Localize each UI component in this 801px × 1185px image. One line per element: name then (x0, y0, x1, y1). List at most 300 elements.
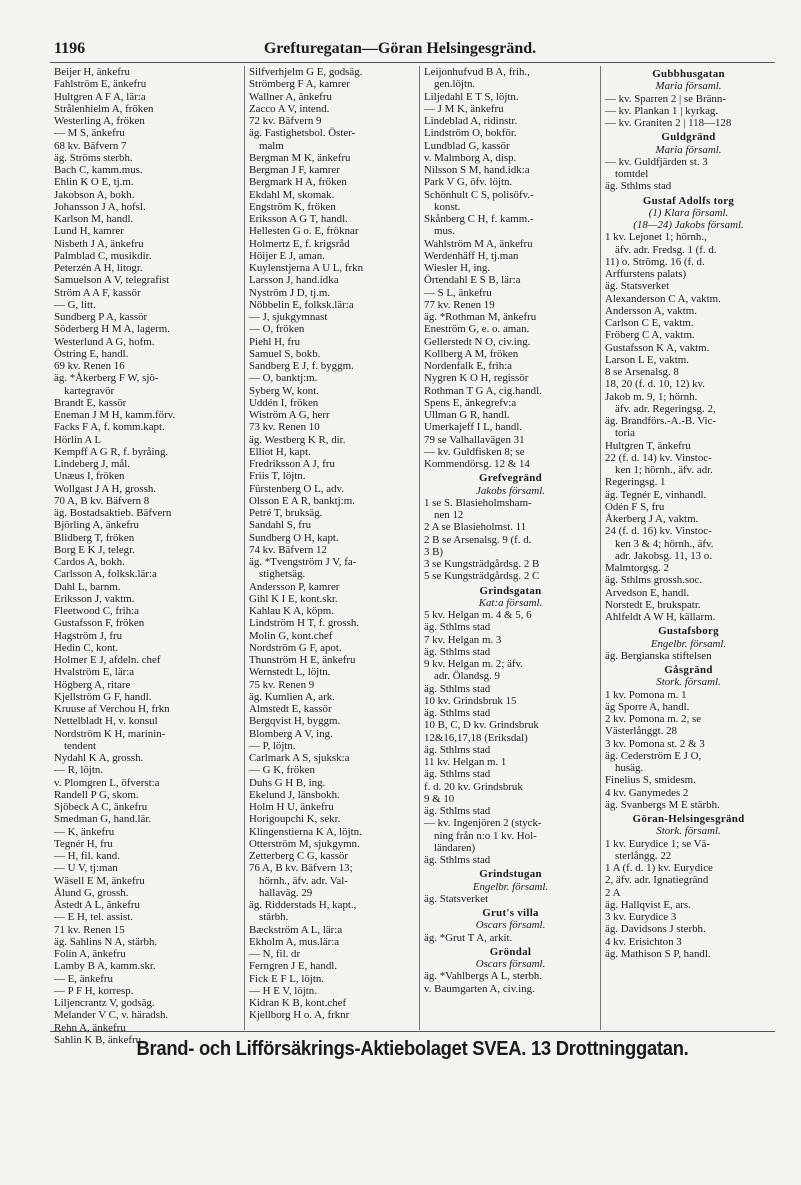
street-heading: Grindsgatan (479, 584, 542, 597)
directory-line: äg. Cederström E J O, (605, 749, 702, 762)
directory-line: Dahl L, barnm. (54, 580, 121, 593)
directory-line: Åstedt A L, änkefru (54, 899, 140, 911)
directory-line: Sundberg O H, kapt. (249, 531, 339, 544)
directory-line: Lindström H T, f. grossh. (249, 617, 360, 630)
directory-line: Otterström M, sjukgymn. (249, 837, 360, 850)
directory-line: Lindström O, bokför. (424, 127, 517, 140)
parish-subheading: (1) Klara församl. (648, 206, 729, 219)
directory-line: — N, fil. dr (249, 948, 301, 960)
directory-line: Smedman G, hand.lär. (54, 813, 152, 826)
bottom-rule (50, 1031, 775, 1032)
directory-line: Rehn A, änkefru (54, 1021, 126, 1034)
directory-line: ländaren) (434, 841, 476, 854)
directory-line: Hultgren T, änkefru (605, 439, 691, 452)
directory-line: Gustafsson K A, vaktm. (605, 341, 710, 354)
directory-line: 5 kv. Helgan m. 4 & 5, 6 (424, 609, 532, 621)
directory-column-1 (50, 66, 245, 1046)
directory-line: Blomberg A V, ing. (249, 727, 333, 740)
directory-line: — P F H, korresp. (54, 984, 134, 997)
directory-line: mus. (434, 225, 455, 238)
street-heading: Grut's villa (482, 907, 539, 919)
directory-line: äg. Sthlms stad (605, 180, 672, 193)
directory-line: Umerkajeff I L, handl. (424, 421, 523, 434)
directory-line: — kv. Guldfjärden st. 3 (605, 155, 708, 168)
directory-line: — G K, fröken (249, 764, 315, 777)
directory-line: äg. Sthlms stad (424, 768, 491, 781)
directory-line: 68 kv. Bäfvern 7 (54, 139, 127, 152)
directory-columns (50, 66, 775, 1046)
directory-line: Silfverhjelm G E, godsäg. (249, 66, 363, 78)
directory-line: Andersson A, vaktm. (605, 304, 697, 317)
directory-line: — K, änkefru (54, 825, 115, 838)
directory-line: malm (259, 139, 284, 152)
directory-line: äg. Sthlms stad (424, 743, 491, 756)
directory-line: Palmblad C, musikdir. (54, 249, 152, 262)
parish-subheading: Engelbr. församl. (650, 637, 727, 650)
directory-line: Folin A, änkefru (54, 948, 126, 960)
directory-line: Gihl K I E, kont.skr. (249, 592, 338, 605)
directory-line: Finelius S, smidesm. (605, 774, 696, 787)
directory-line: Duhs G H B, ing. (249, 776, 326, 789)
directory-line: äg. *Grut T A, arkit. (424, 931, 513, 944)
directory-line: — kv. Guldfisken 8; se (424, 445, 525, 458)
directory-line: Sundberg P A, kassör (54, 311, 148, 323)
directory-line: Söderberg H M A, lagerm. (54, 323, 170, 336)
directory-line: 4 kv. Erisichton 3 (605, 935, 682, 948)
directory-line: äg. Sthlms stad (424, 682, 491, 695)
directory-line: toria (615, 427, 635, 440)
directory-line: Ekelund J, länsbokh. (249, 788, 340, 801)
directory-line: äfv. adr. Regeringsg. 2, (615, 402, 716, 415)
directory-line: äg. Westberg K R, dir. (249, 433, 346, 446)
directory-line: — J M K, änkefru (424, 102, 504, 115)
directory-line: Unæus I, fröken (54, 470, 125, 483)
parish-subheading: Maria församl. (655, 80, 722, 93)
directory-line: gen.löjtn. (434, 78, 476, 91)
street-heading: Grefvegränd (479, 472, 542, 485)
directory-line: äg. Statsverket (605, 280, 670, 293)
directory-line: adr. Jakobsg. 11, 13 o. (615, 549, 712, 562)
directory-line: 1 A (f. d. 1) kv. Eurydice (605, 862, 713, 874)
directory-line: Kjellström G F, handl. (54, 690, 152, 703)
directory-line: Melander V C, v. häradsh. (54, 1009, 169, 1022)
parish-subheading: Stork. församl. (656, 825, 721, 838)
directory-line: Carlson C E, vaktm. (605, 317, 694, 329)
directory-line: äg. Bostadsaktieb. Bäfvern (54, 507, 172, 519)
parish-subheading: Engelbr. församl. (472, 880, 549, 893)
directory-line: Kommendörsg. 12 & 14 (424, 458, 530, 470)
directory-line: Fürstenberg O L, adv. (249, 482, 344, 495)
directory-line: konst. (434, 200, 461, 213)
directory-line: Randell P G, skom. (54, 788, 139, 801)
directory-line: Högberg A, ritare (54, 678, 131, 691)
directory-line: äg. Sahlins N A, stärbh. (54, 935, 158, 948)
directory-line: Nydahl K A, grossh. (54, 752, 144, 764)
directory-line: Arvedson E, handl. (605, 586, 690, 599)
directory-line: — kv. Plankan 1 | kyrkag. (605, 104, 719, 117)
directory-line: tomtdel (615, 168, 649, 180)
directory-line: Molin G, kont.chef (249, 629, 333, 642)
directory-line: Bach C, kamm.mus. (54, 164, 143, 176)
directory-line: Spens E, änkegrefv:a (424, 396, 517, 409)
directory-line: Olsson E A R, banktj:m. (249, 494, 355, 507)
directory-line: Brandt E, kassör (54, 396, 127, 409)
directory-line: Fröberg C A, vaktm. (605, 329, 695, 342)
directory-line: Regeringsg. 1 (605, 476, 666, 489)
directory-line: äg. Sthlms stad (424, 854, 491, 866)
directory-line: Wäsell E M, änkefru (54, 874, 145, 887)
directory-line: 72 kv. Bäfvern 9 (249, 115, 322, 127)
directory-line: Fredriksson A J, fru (249, 458, 335, 470)
directory-line: 9 kv. Helgan m. 2; äfv. (424, 658, 523, 670)
directory-line: Sahlin K B, änkefru (54, 1033, 142, 1046)
directory-line: 12&16,17,18 (Eriksdal) (424, 731, 528, 744)
directory-line: 2 A se Blasieholmst. 11 (424, 521, 527, 534)
directory-line: 10 kv. Grindsbruk 15 (424, 694, 517, 707)
directory-line: Liljedahl E T S, löjtn. (424, 90, 519, 103)
directory-line: hallaväg. 29 (259, 886, 313, 899)
directory-line: Piehl H, fru (249, 335, 301, 348)
directory-line: äg. Sthlms stad (424, 645, 491, 658)
directory-line: — S L, änkefru (424, 286, 492, 299)
directory-line: nen 12 (434, 509, 464, 521)
directory-line: ken 3 & 4; hörnh., äfv. (615, 537, 714, 550)
directory-line: — kv. Sparren 2 | se Bränn- (605, 92, 726, 105)
directory-line: äg. Hallqvist E, ars. (605, 898, 691, 911)
directory-line: Wiesler H, ing. (424, 262, 491, 274)
directory-line: Nisbeth J A, änkefru (54, 237, 144, 250)
directory-line: äg. Brandförs.-A.-B. Vic- (605, 415, 717, 427)
directory-line: Facks F A, f. komm.kapt. (54, 421, 165, 434)
parish-subheading: Oscars församl. (475, 958, 546, 970)
directory-line: v. Plomgren L, öfverst:a (54, 776, 160, 789)
directory-line: Eriksson A G T, handl. (249, 213, 348, 225)
directory-line: Fahlström E, änkefru (54, 78, 147, 91)
directory-line: Hvalström E, lär:a (54, 666, 135, 679)
directory-line: v. Baumgarten A, civ.ing. (424, 982, 535, 995)
directory-line: Lindeblad A, ridinstr. (424, 115, 518, 127)
directory-line: Nyström J D, tj.m. (249, 286, 331, 299)
footer-advertisement: Brand- och Lifförsäkrings-Aktiebolaget SVEA. 13 Drottninggatan. (136, 1038, 689, 1060)
directory-line: Kruuse af Verchou H, frkn (54, 703, 170, 715)
directory-line: Holm H U, änkefru (249, 801, 334, 813)
directory-line: 2 kv. Pomona m. 2, se (605, 713, 702, 725)
directory-line: — P, löjtn. (249, 739, 296, 752)
directory-line: Gustafsson F, fröken (54, 617, 145, 630)
directory-line: — R, löjtn. (54, 764, 104, 777)
directory-line: Höijer E J, aman. (249, 249, 325, 262)
directory-line: äg. Bergianska stiftelsen (605, 649, 712, 662)
directory-line: 11) o. Strömg. 16 (f. d. (605, 255, 705, 268)
directory-line: Norstedt E, brukspatr. (605, 598, 701, 611)
directory-line: Östring E, handl. (54, 347, 129, 360)
directory-line: — H, fil. kand. (54, 850, 120, 862)
directory-line: Almstedt E, kassör (249, 703, 332, 715)
directory-line: äg. Mathison S P, handl. (605, 947, 711, 960)
directory-line: ken 1; hörnh., äfv. adr. (615, 464, 713, 476)
directory-line: Schönhult C S, polisöfv.- (424, 188, 534, 201)
directory-line: Sandahl S, fru (249, 519, 312, 532)
directory-line: — U V, tj:man (54, 862, 118, 875)
directory-line: Wernstedt L, löjtn. (249, 666, 331, 679)
directory-line: 75 kv. Renen 9 (249, 678, 315, 691)
directory-line: Tegnér H, fru (54, 837, 113, 850)
directory-line: stighetsäg. (259, 568, 306, 581)
directory-line: Arffurstens palats) (605, 268, 687, 280)
directory-line: äg. Ridderstads H, kapt., (249, 899, 357, 911)
directory-line: 70 A, B kv. Bäfvern 8 (54, 494, 150, 507)
directory-line: Cardos A, bokh. (54, 556, 125, 568)
directory-line: 77 kv. Renen 19 (424, 298, 495, 311)
directory-line: 2 A (605, 886, 621, 899)
directory-line: Nordenfalk E, frih:a (424, 360, 512, 372)
directory-line: — M S, änkefru (54, 127, 125, 140)
directory-line: äg. Ströms sterbh. (54, 151, 133, 164)
directory-line: Jakob m. 9, 1; hörnh. (605, 390, 698, 403)
directory-line: Wollgast J A H, grossh. (54, 482, 156, 495)
directory-line: Hörlin A L (54, 433, 102, 446)
directory-line: — O, fröken (249, 323, 305, 336)
directory-line: Strålenhielm A, fröken (54, 102, 154, 115)
directory-line: — kv. Ingenjören 2 (styck- (424, 817, 542, 830)
directory-line: — G, litt. (54, 298, 96, 311)
directory-line: Uddén I, fröken (249, 396, 319, 409)
directory-line: Zacco A V, intend. (249, 102, 330, 115)
directory-line: Wahlström M A, änkefru (424, 237, 533, 250)
street-heading: Guldgränd (661, 131, 716, 144)
directory-line: äg. *Tvengström J V, fa- (249, 556, 357, 568)
directory-line: Syberg W, kont. (249, 384, 319, 397)
directory-line: — O, banktj:m. (249, 372, 318, 385)
directory-line: Ferngren J E, handl. (249, 960, 338, 973)
directory-line: kartegravör (64, 384, 115, 397)
directory-line: 9 & 10 (424, 792, 455, 805)
directory-line: 1 kv. Pomona m. 1 (605, 688, 687, 701)
directory-line: Ullman G R, handl. (424, 409, 510, 421)
directory-line: Leijonhufvud B A, frih., (424, 66, 530, 78)
directory-line: Park V G, öfv. löjtn. (424, 176, 513, 189)
directory-line: äg. Svanbergs M E stärbh. (605, 798, 720, 811)
parish-subheading: Oscars församl. (475, 919, 546, 932)
directory-line: — H E V, löjtn. (249, 984, 317, 997)
directory-line: Hedin C, kont. (54, 641, 119, 654)
directory-column-4 (601, 66, 775, 1030)
directory-column-2 (245, 66, 420, 1030)
directory-line: Nilsson S M, hand.idk:a (424, 164, 530, 176)
directory-line: Kidran K B, kont.chef (249, 997, 347, 1009)
directory-line: 3 kv. Eurydice 3 (605, 911, 677, 923)
directory-line: sterlångg. 22 (615, 849, 672, 862)
directory-line: Nordström G F, apot. (249, 641, 342, 654)
directory-line: 1 kv. Lejonet 1; hörnh., (605, 231, 707, 244)
directory-line: Horigoupchi K, sekr. (249, 813, 341, 826)
directory-line: Lundblad G, kassör (424, 139, 510, 152)
top-rule (50, 62, 775, 63)
directory-line: Örtendahl E S B, lär:a (424, 274, 521, 287)
directory-line: Holmertz E, f. krigsråd (249, 237, 350, 250)
directory-line: Ehlin K O E, tj.m. (54, 176, 134, 189)
directory-line: ning från n:o 1 kv. Hol- (434, 829, 537, 842)
street-heading: Gåsgränd (664, 664, 713, 676)
directory-line: Petré T, bruksäg. (249, 507, 323, 519)
parish-subheading: Stork. församl. (656, 676, 721, 689)
directory-line: Lamby B A, kamm.skr. (54, 960, 156, 973)
directory-line: Carlmark A S, sjuksk:a (249, 752, 350, 764)
directory-line: Björling A, änkefru (54, 519, 139, 532)
directory-line: Werdenhäff H, tj.man (424, 249, 519, 262)
street-heading: Gubbhusgatan (652, 68, 725, 80)
directory-line: Carlsson A, folksk.lär:a (54, 568, 157, 581)
directory-line: äfv. adr. Fredsg. 1 (f. d. (615, 243, 717, 256)
directory-line: äg. Tegnér E, vinhandl. (605, 488, 707, 501)
directory-line: Larsson J, hand.idka (249, 274, 339, 287)
directory-line: stärbh. (259, 911, 289, 924)
directory-line: Alexanderson C A, vaktm. (605, 292, 721, 305)
directory-line: Ekholm A, mus.lär:a (249, 935, 340, 948)
directory-line: Holmer E J, afdeln. chef (54, 654, 161, 666)
directory-line: 4 kv. Ganymedes 2 (605, 786, 689, 799)
directory-line: äg. Kumlien A, ark. (249, 690, 335, 703)
directory-line: Hultgren A F A, lär:a (54, 90, 146, 103)
directory-line: 74 kv. Bäfvern 12 (249, 543, 327, 556)
directory-line: Ekdahl M, skomak. (249, 188, 335, 201)
directory-line: 7 kv. Helgan m. 3 (424, 633, 502, 646)
running-head: Grefturegatan—Göran Helsingesgränd. (263, 40, 537, 57)
directory-line: Gellerstedt N O, civ.ing. (424, 335, 531, 348)
directory-line: tendent (64, 739, 97, 752)
directory-line: Wiström A G, herr (249, 409, 330, 421)
directory-line: äg. Statsverket (424, 892, 489, 905)
directory-line: äg. Sthlms grossh.soc. (605, 574, 703, 587)
directory-line: 1 kv. Eurydice 1; se Vä- (605, 837, 710, 850)
directory-line: Strömberg F A, kamrer (249, 78, 350, 91)
directory-line: Lindeberg J, mål. (54, 458, 131, 470)
directory-line: äg. *Rothman M, änkefru (424, 311, 537, 323)
directory-line: Elliot H, kapt. (249, 445, 311, 458)
directory-line: 2, äfv. adr. Ignatiegränd (605, 874, 709, 887)
directory-line: — kv. Graniten 2 | 118—128 (605, 117, 732, 129)
directory-line: 3 se Kungsträdgårdsg. 2 B (424, 558, 540, 570)
directory-line: Karlson M, handl. (54, 213, 134, 225)
parish-subheading: Jakobs församl. (476, 484, 545, 497)
directory-line: Nettelbladt H, v. konsul (54, 715, 158, 728)
directory-line: Eriksson J, vaktm. (54, 592, 135, 605)
directory-line: Ålund G, grossh. (54, 886, 129, 899)
directory-line: hörnh., äfv. adr. Val- (259, 874, 348, 887)
directory-line: Lund H, kamrer (54, 225, 124, 238)
directory-line: äg. *Vahlbergs A L, sterbh. (424, 970, 543, 983)
directory-line: 3 kv. Pomona st. 2 & 3 (605, 737, 705, 750)
directory-line: Samuel S, bokb. (249, 347, 321, 360)
directory-line: adr. Ölandsg. 9 (434, 670, 500, 683)
directory-line: Sandberg E J, f. byggm. (249, 360, 354, 372)
directory-line: Bergman J F, kamrer (249, 164, 340, 176)
directory-line: Fick E F L, löjtn. (249, 972, 325, 985)
directory-line: 8 se Arsenalsg. 8 (605, 366, 679, 378)
parish-subheading: Kat:a församl. (478, 596, 543, 609)
directory-line: Eneman J M H, kamm.förv. (54, 409, 176, 421)
directory-line: Westerlund A G, hofm. (54, 335, 155, 348)
directory-line: Nordström K H, marinin- (54, 727, 166, 740)
directory-line: 3 B) (424, 545, 444, 558)
street-heading: Grindstugan (479, 868, 542, 881)
directory-line: husäg. (615, 762, 644, 774)
directory-line: äg. Sthlms stad (424, 707, 491, 719)
directory-line: Bergqvist H, byggm. (249, 715, 341, 728)
directory-line: äg. Fastighetsbol. Öster- (249, 127, 356, 140)
parish-subheading: Maria församl. (655, 143, 722, 156)
directory-line: 24 (f. d. 16) kv. Vinstoc- (605, 525, 712, 538)
directory-line: Blidberg T, fröken (54, 531, 135, 544)
directory-line: 2 B se Arsenalsg. 9 (f. d. (424, 533, 532, 546)
directory-line: Liljencrantz V, godsäg. (54, 997, 155, 1009)
directory-line: 71 kv. Renen 15 (54, 923, 125, 936)
directory-line: Andersson P, kamrer (249, 580, 340, 593)
directory-line: Nöbbelin E, folksk.lär:a (249, 298, 354, 311)
directory-line: Hellesten G o. E, fröknar (249, 225, 359, 238)
directory-line: Kjellborg H o. A, frknr (249, 1009, 350, 1022)
directory-line: Thunström H E, änkefru (249, 654, 356, 666)
directory-line: Bæckström A L, lär:a (249, 923, 343, 936)
directory-line: Johansson J A, hofsl. (54, 200, 146, 213)
directory-line: Bergman M K, änkefru (249, 151, 351, 164)
directory-line: äg. Davidsons J sterbh. (605, 923, 706, 936)
directory-line: äg. Sthlms stad (424, 805, 491, 817)
directory-line: Peterzén A H, litogr. (54, 262, 143, 274)
street-heading: Göran-Helsingesgränd (632, 813, 745, 825)
directory-line: — E, änkefru (54, 972, 113, 985)
directory-line: Sjöbeck A C, änkefru (54, 801, 148, 813)
directory-line: 18, 20 (f. d. 10, 12) kv. (605, 378, 706, 391)
directory-line: Beijer H, änkefru (54, 66, 130, 78)
directory-line: Eneström G, e. o. aman. (424, 323, 530, 336)
directory-line: Kuylenstjerna A U L, frkn (249, 262, 364, 274)
directory-line: äg. *Åkerberg F W, sjö- (54, 372, 159, 385)
directory-line: Bergmark H A, fröken (249, 176, 347, 189)
directory-line: v. Malmborg A, disp. (424, 151, 517, 164)
directory-line: Klingenstierna K A, löjtn. (249, 825, 362, 838)
directory-line: Skånberg C H, f. kamm.- (424, 213, 534, 225)
directory-line: Odén F S, fru (605, 500, 665, 513)
directory-line: Samuelson A V, telegrafist (54, 274, 170, 287)
directory-line: Rothman T G A, cig.handl. (424, 384, 542, 397)
directory-line: — E H, tel. assist. (54, 911, 133, 924)
directory-line: Västerlånggt. 28 (605, 725, 677, 738)
directory-line: Ahlfeldt A W H, källarm. (605, 611, 716, 623)
directory-line: 11 kv. Helgan m. 1 (424, 756, 507, 768)
directory-line: Nygren K O H, regissör (424, 372, 529, 385)
directory-line: 76 A, B kv. Bäfvern 13; (249, 862, 353, 875)
directory-line: äg Sporre A, handl. (605, 700, 690, 713)
street-heading: Gustaf Adolfs torg (642, 194, 735, 207)
directory-line: Larson L E, vaktm. (605, 353, 689, 366)
parish-subheading: (18—24) Jakobs församl. (633, 219, 744, 231)
directory-line: 1 se S. Blasieholmsham- (424, 496, 532, 509)
directory-line: — J, sjukgymnast (249, 311, 328, 323)
directory-line: Engström K, fröken (249, 200, 336, 213)
directory-line: Kollberg A M, fröken (424, 347, 519, 360)
directory-line: Kahlau K A, köpm. (249, 605, 334, 617)
directory-line: äg. Sthlms stad (424, 621, 491, 634)
directory-line: Kempff A G R, f. byråing. (54, 445, 169, 458)
directory-line: 5 se Kungsträdgårdsg. 2 C (424, 570, 540, 583)
directory-line: Hagström J, fru (54, 629, 123, 642)
directory-line: 69 kv. Renen 16 (54, 360, 125, 372)
directory-line: Borg E K J, telegr. (54, 543, 135, 556)
directory-line: Ström A A F, kassör (54, 286, 141, 299)
directory-line: Fleetwood C, frih:a (54, 605, 139, 617)
street-heading: Gröndal (489, 945, 532, 958)
